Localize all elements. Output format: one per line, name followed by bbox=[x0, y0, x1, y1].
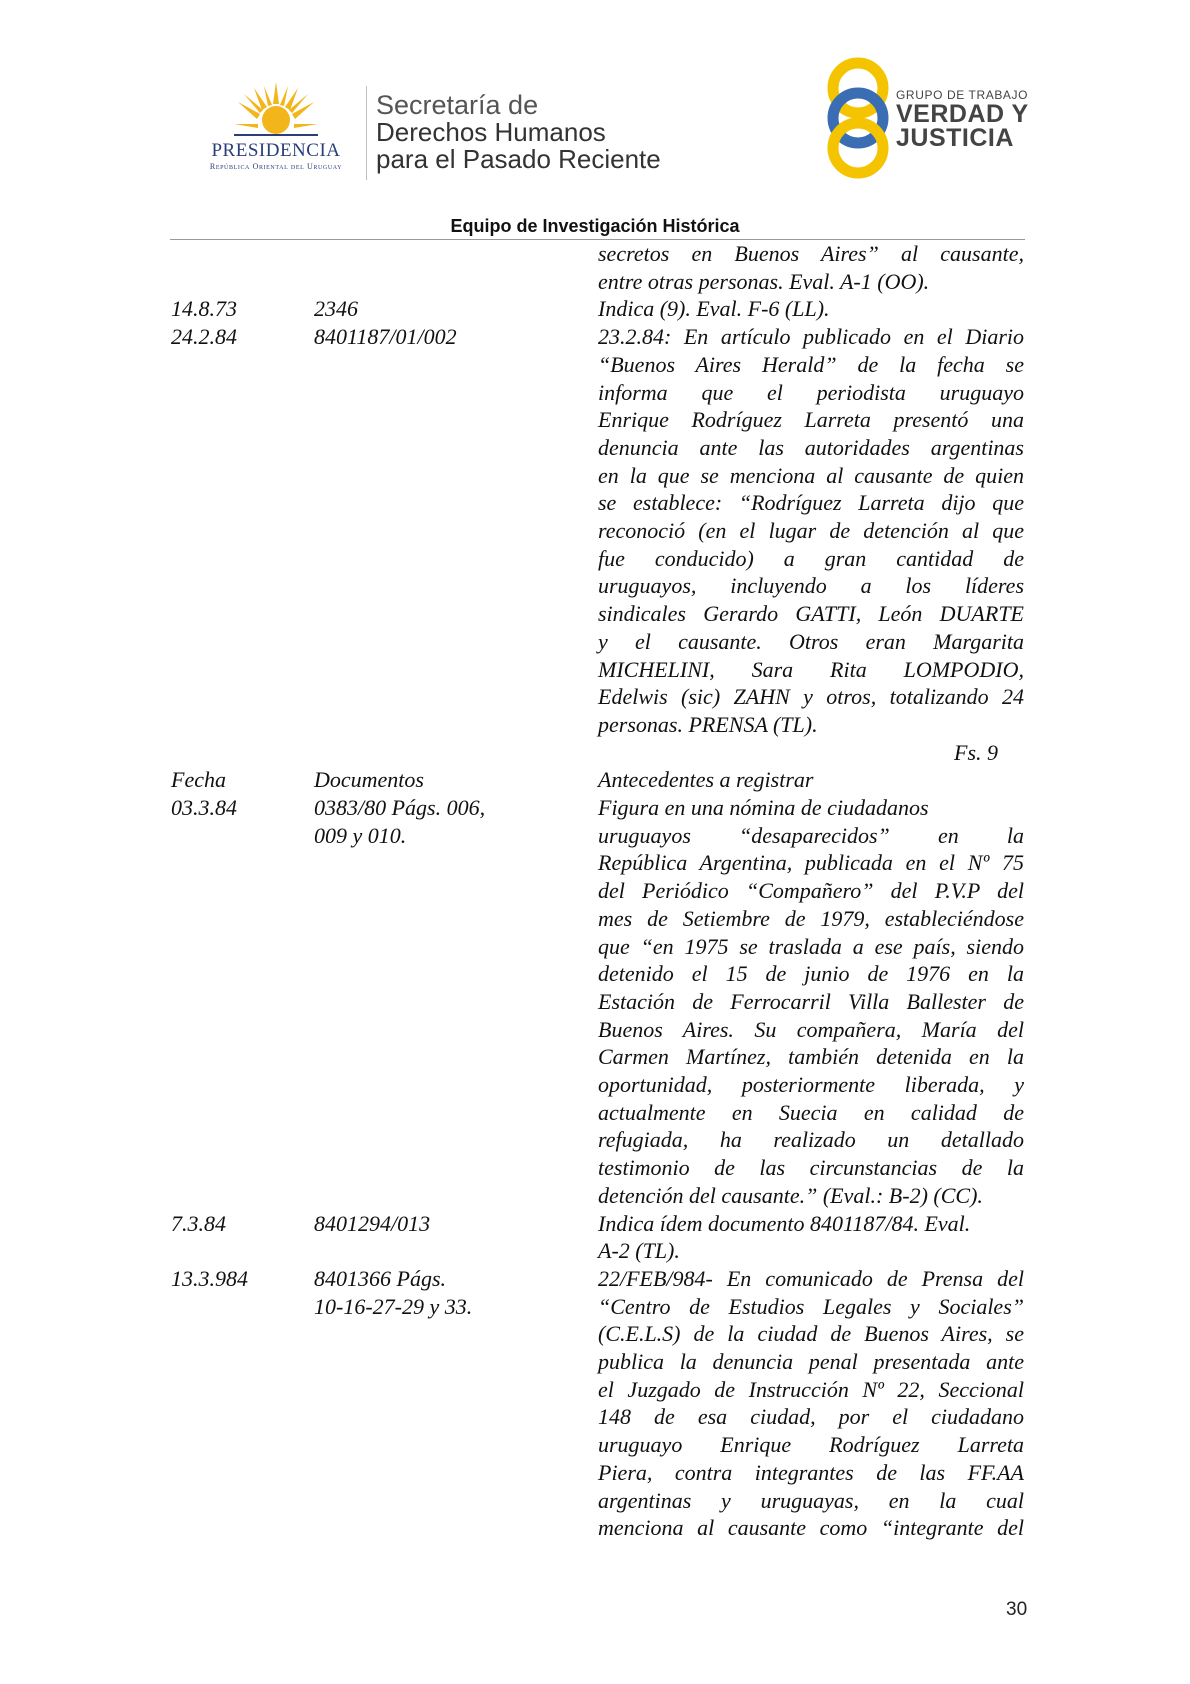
text-line: argentinas y uruguayas, en la cual bbox=[598, 1487, 1024, 1513]
text-line: Estación de Ferrocarril Villa Ballester de bbox=[598, 988, 1024, 1014]
text-line: detención del causante.” (Eval.: B-2) (CC). bbox=[598, 1182, 983, 1208]
column-header-antecedentes bbox=[598, 766, 1024, 794]
document-line: 10-16-27-29 y 33. bbox=[314, 1293, 473, 1319]
text-line: testimonio de las circunstancias de la bbox=[598, 1155, 1024, 1181]
text-line: publica la denuncia penal presentada ante bbox=[598, 1349, 1024, 1374]
text-line: y el causante. Otros eran Margarita bbox=[598, 628, 1024, 654]
text-line: uruguayos “desaparecidos” en la bbox=[598, 822, 1024, 848]
text-line: Carmen Martínez, también detenida en la bbox=[598, 1044, 1024, 1070]
text-line: que “en 1975 se traslada a ese país, siendo bbox=[598, 933, 1024, 959]
text-line: menciona al causante como “integrante del bbox=[598, 1515, 1024, 1541]
grupo-line-2: VERDAD Y bbox=[896, 100, 1029, 128]
text-line: se establece: “Rodríguez Larreta dijo que bbox=[598, 490, 1024, 516]
text-line: denuncia ante las autoridades argentinas bbox=[598, 434, 1024, 460]
text-line: MICHELINI, Sara Rita LOMPODIO, bbox=[598, 656, 1024, 682]
document-line: 009 y 010. bbox=[314, 822, 407, 848]
entry-date: 24.2.84 bbox=[171, 324, 237, 350]
entry-antecedentes bbox=[598, 1210, 1024, 1265]
text-line: “Buenos Aires Herald” de la fecha se bbox=[598, 351, 1024, 377]
text-line: 22/FEB/984- En comunicado de Prensa del bbox=[598, 1265, 1024, 1291]
text-line: 148 de esa ciudad, por el ciudadano bbox=[598, 1404, 1024, 1430]
text-line: Figura en una nómina de ciudadanos bbox=[598, 795, 929, 820]
team-title: Equipo de Investigación Histórica bbox=[450, 216, 740, 236]
grupo-line-3: JUSTICIA bbox=[896, 124, 1014, 152]
folio-number: Fs. 9 bbox=[954, 739, 998, 765]
entry-document bbox=[314, 794, 485, 849]
entry-antecedentes bbox=[598, 1265, 1024, 1542]
page-number: 30 bbox=[1006, 1599, 1028, 1620]
entry-antecedentes bbox=[598, 323, 1024, 739]
text-line: Edelwis (sic) ZAHN y otros, totalizando 24 bbox=[598, 684, 1024, 710]
secretaria-line-1: Secretaría de bbox=[376, 90, 539, 120]
text-line: informa que el periodista uruguayo bbox=[598, 379, 1024, 405]
text-line: “Centro de Estudios Legales y Sociales” bbox=[598, 1293, 1024, 1319]
text-line: 23.2.84: En artículo publicado en el Diario bbox=[598, 324, 1024, 350]
entry-date: 13.3.984 bbox=[171, 1265, 248, 1291]
text-line: fue conducido) a gran cantidad de bbox=[598, 545, 1024, 571]
text-line: uruguayo Enrique Rodríguez Larreta bbox=[598, 1432, 1024, 1458]
text-line: oportunidad, posteriormente liberada, y bbox=[598, 1072, 1024, 1098]
grupo-line-1: GRUPO DE TRABAJO bbox=[896, 88, 1029, 102]
entry-date: 14.8.73 bbox=[171, 296, 237, 322]
column-header-documentos: Documentos bbox=[314, 767, 424, 793]
entry-document bbox=[314, 1265, 472, 1320]
continuation-text bbox=[598, 240, 1024, 295]
text-line: actualmente en Suecia en calidad de bbox=[598, 1099, 1024, 1125]
text-line: reconoció (en el lugar de detención al que bbox=[598, 518, 1024, 544]
presidencia-name: PRESIDENCIA bbox=[211, 140, 341, 161]
text-line: personas. PRENSA (TL). bbox=[598, 711, 818, 737]
secretaria-line-3: para el Pasado Reciente bbox=[376, 144, 661, 174]
document-line: 0383/80 Págs. 006, bbox=[314, 795, 486, 820]
presidencia-subtitle: República Oriental del Uruguay bbox=[209, 162, 343, 171]
text-line: refugiada, ha realizado un detallado bbox=[598, 1127, 1024, 1153]
text-line: secretos en Buenos Aires” al causante, bbox=[598, 241, 1024, 266]
header-text: Antecedentes a registrar bbox=[598, 767, 814, 793]
text-line: uruguayos, incluyendo a los líderes bbox=[598, 573, 1024, 599]
text-line: detenido el 15 de junio de 1976 en la bbox=[598, 961, 1024, 987]
text-line: Piera, contra integrantes de las FF.AA bbox=[598, 1459, 1024, 1485]
entry-document: 2346 bbox=[314, 296, 358, 322]
entry-antecedentes bbox=[598, 794, 1024, 1210]
text-line: entre otras personas. Eval. A-1 (OO). bbox=[598, 268, 930, 294]
entry-date: 03.3.84 bbox=[171, 795, 237, 820]
entry-document: 8401294/013 bbox=[314, 1210, 431, 1236]
document-line: 8401366 Págs. bbox=[314, 1265, 446, 1291]
text-line: en la que se menciona al causante de quien bbox=[598, 462, 1024, 488]
text-line: Buenos Aires. Su compañera, María del bbox=[598, 1016, 1024, 1042]
entry-date: 7.3.84 bbox=[171, 1210, 226, 1236]
text-line: Enrique Rodríguez Larreta presentó una bbox=[598, 407, 1024, 433]
text-line: (C.E.L.S) de la ciudad de Buenos Aires, se bbox=[598, 1321, 1024, 1347]
entry-antecedentes bbox=[598, 295, 1024, 323]
text-line: del Periódico “Compañero” del P.V.P del bbox=[598, 878, 1024, 904]
text-line: República Argentina, publicada en el Nº 75 bbox=[598, 850, 1024, 876]
column-header-fecha: Fecha bbox=[171, 767, 226, 793]
text-line: el Juzgado de Instrucción Nº 22, Seccional bbox=[598, 1376, 1024, 1402]
text-line: Indica ídem documento 8401187/84. Eval. bbox=[598, 1210, 971, 1236]
text-line: A-2 (TL). bbox=[598, 1238, 680, 1264]
text-line: sindicales Gerardo GATTI, León DUARTE bbox=[598, 601, 1024, 627]
entry-document: 8401187/01/002 bbox=[314, 324, 457, 350]
secretaria-line-2: Derechos Humanos bbox=[376, 117, 606, 147]
text-line: mes de Setiembre de 1979, estableciéndose bbox=[598, 905, 1024, 931]
text-line: Indica (9). Eval. F-6 (LL). bbox=[598, 296, 830, 322]
